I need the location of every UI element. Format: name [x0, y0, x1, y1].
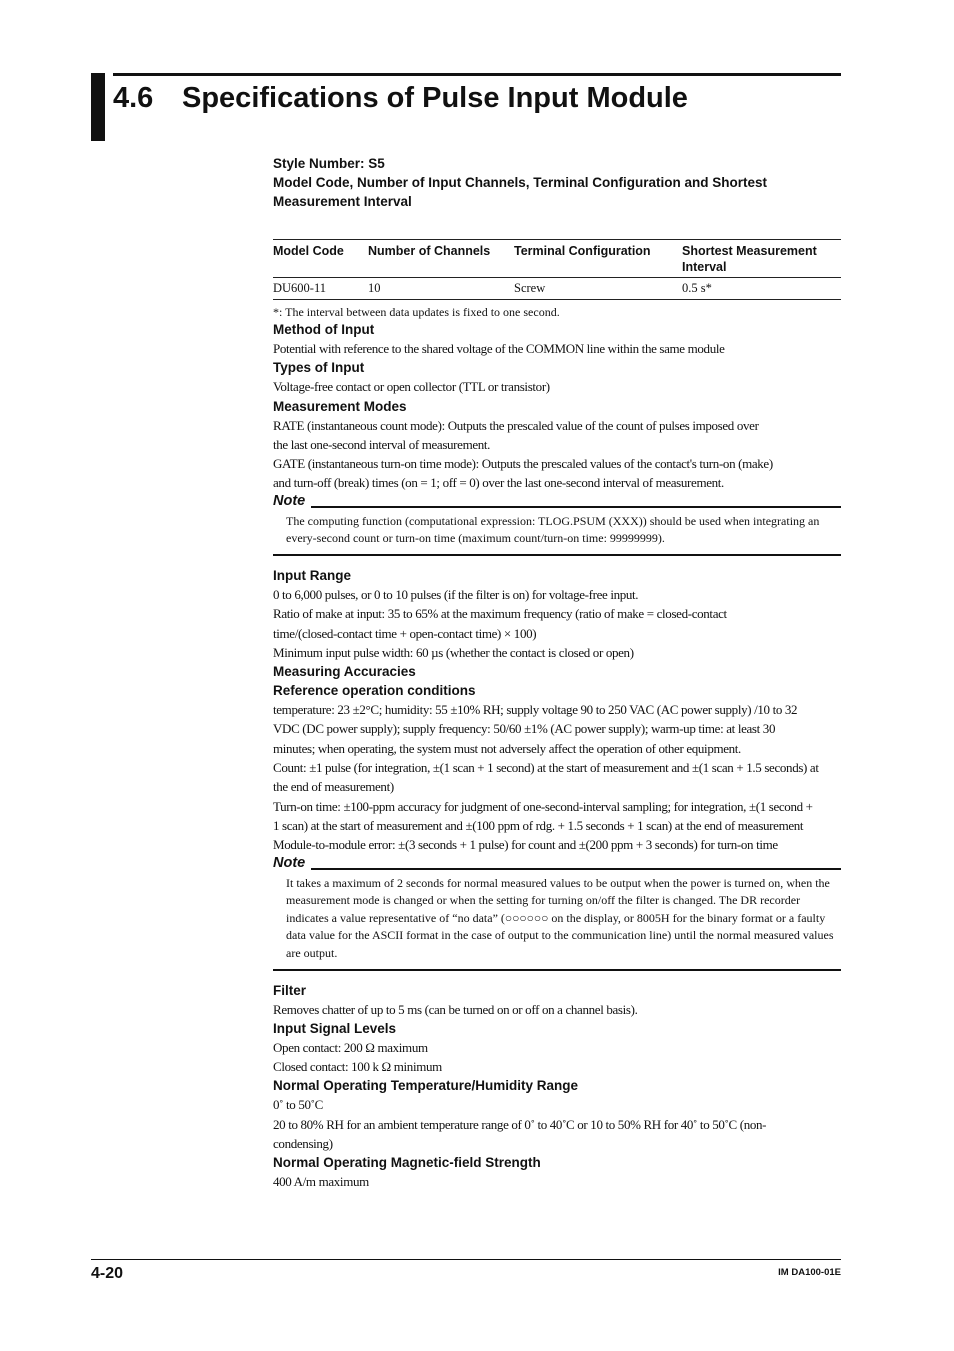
module-error-text: Module-to-module error: ±(3 seconds + 1 pulse) for count and ±(200 ppm + 3 seconds) for turn-on time — [273, 837, 778, 853]
spec-table — [273, 239, 841, 300]
footer-rule — [91, 1259, 841, 1260]
section-marker-bar — [91, 73, 105, 141]
count-accuracy-text: Count: ±1 pulse (for integration, ±(1 scan + 1 second) at the start of measurement and ±(1 scan + 1.5 seconds) at the end of measurement) — [273, 760, 819, 795]
rate-mode-text: RATE (instantaneous count mode): Outputs the prescaled value of the count of pulses imposed over the last one-second interval of measurement. — [273, 417, 759, 452]
input-range-line: Ratio of make at input: 35 to 65% at the maximum frequency (ratio of make = closed-contact time/(closed-contact time + open-contact time) × 100) — [273, 606, 727, 641]
column-header: Model Code — [273, 240, 368, 278]
note-box — [273, 493, 841, 556]
document-code: IM DA100-01E — [778, 1267, 841, 1278]
filter-heading: Filter — [273, 982, 307, 998]
magnetic-text: 400 A/m maximum — [273, 1174, 369, 1190]
open-contact-text: Open contact: 200 Ω maximum — [273, 1039, 428, 1055]
table-header-row — [273, 240, 841, 278]
table-cell: 0.5 s* — [682, 278, 841, 300]
table-row — [273, 278, 841, 300]
types-of-input-text: Voltage-free contact or open collector (TTL or transistor) — [273, 379, 550, 395]
temp-range-text: 0˚ to 50˚C — [273, 1097, 323, 1113]
note-text: The computing function (computational expression: TLOG.PSUM (XXX)) should be used when integrating an every-second count or turn-on time (maximum count/turn-on time: 99999999). — [273, 509, 841, 556]
input-range-heading: Input Range — [273, 567, 351, 583]
filter-text: Removes chatter of up to 5 ms (can be turned on or off on a channel basis). — [273, 1001, 638, 1017]
humidity-range-text: 20 to 80% RH for an ambient temperature range of 0˚ to 40˚C or 10 to 50% RH for 40˚ to 50˚C (non-condensing) — [273, 1116, 767, 1151]
note-label: Note — [273, 854, 306, 871]
note-box — [273, 855, 841, 971]
title-rule — [113, 73, 841, 76]
temp-humidity-heading: Normal Operating Temperature/Humidity Range — [273, 1078, 579, 1094]
table-cell: 10 — [368, 278, 514, 300]
table-heading: Model Code, Number of Input Channels, Terminal Configuration and Shortest Measurement Interval — [273, 175, 768, 209]
note-text: It takes a maximum of 2 seconds for normal measured values to be output when the power is turned on, when the measurement mode is changed or when the setting for turning on/off the filter is changed. The DR recorder indicates a value representative of “no data” (○○○○○○ on the display, or 8005H for the binary format or a faulty data value for the ASCII format in the case of output to the communication line) until the normal measured values are output. — [273, 871, 841, 971]
turn-on-accuracy-text: Turn-on time: ±100-ppm accuracy for judgment of one-second-interval sampling; for integration, ±(1 second + 1 scan) at the start of measurement and ±(100 ppm of rdg. + 1.5 seconds + 1 scan) at the end of measurement — [273, 798, 813, 833]
signal-levels-heading: Input Signal Levels — [273, 1020, 397, 1036]
note-rule — [311, 506, 841, 508]
types-of-input-heading: Types of Input — [273, 360, 365, 376]
reference-conditions-text: temperature: 23 ±2°C; humidity: 55 ±10% RH; supply voltage 90 to 250 VAC (AC power supply) /10 to 32 VDC (DC power supply); supply frequency: 50/60 ±1% (AC power supply); warm-up time: at least 30 minutes; when operating, the system must not adversely affect the operation of other equipment. — [273, 702, 798, 756]
input-range-line: Minimum input pulse width: 60 µs (whether the contact is closed or open) — [273, 644, 634, 660]
closed-contact-text: Closed contact: 100 k Ω minimum — [273, 1059, 442, 1075]
section-number: 4.6 — [113, 82, 154, 114]
reference-conditions-heading: Reference operation conditions — [273, 683, 476, 699]
method-of-input-text: Potential with reference to the shared voltage of the COMMON line within the same module — [273, 341, 725, 356]
page-number: 4-20 — [91, 1265, 124, 1282]
page-title — [113, 82, 688, 115]
note-header — [273, 493, 841, 509]
note-header — [273, 855, 841, 871]
column-header: Number of Channels — [368, 240, 514, 278]
note-label: Note — [273, 492, 306, 509]
gate-mode-text: GATE (instantaneous turn-on time mode): Outputs the prescaled values of the contact's turn-on (make) and turn-off (break) times (on = 1; off = 0) over the last one-second interval of measurement. — [273, 456, 773, 491]
table-footnote: *: The interval between data updates is fixed to one second. — [273, 305, 560, 319]
note-rule — [311, 868, 841, 870]
table-cell: DU600-11 — [273, 278, 368, 300]
section-title: Specifications of Pulse Input Module — [182, 82, 688, 114]
table-cell: Screw — [514, 278, 682, 300]
accuracies-heading: Measuring Accuracies — [273, 664, 416, 680]
style-number: Style Number: S5 — [273, 156, 385, 171]
column-header: Terminal Configuration — [514, 240, 682, 278]
method-of-input-heading: Method of Input — [273, 322, 375, 337]
column-header: Shortest Measurement Interval — [682, 240, 841, 278]
input-range-line: 0 to 6,000 pulses, or 0 to 10 pulses (if the filter is on) for voltage-free input. — [273, 586, 639, 602]
magnetic-heading: Normal Operating Magnetic-field Strength — [273, 1155, 541, 1171]
measurement-modes-heading: Measurement Modes — [273, 398, 407, 414]
content-column — [273, 154, 841, 1192]
